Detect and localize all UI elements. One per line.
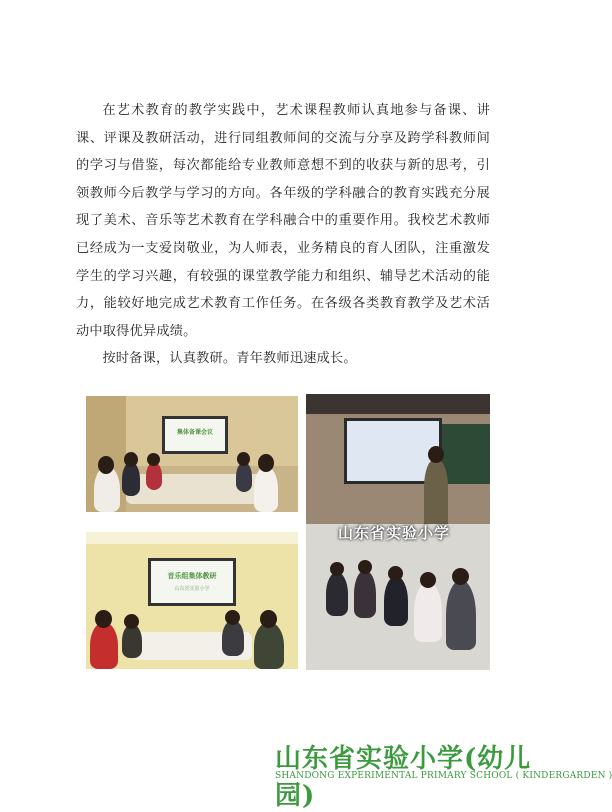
photo3-screen-title: 音乐组集体教研 (167, 571, 217, 580)
photo-meeting-room-2 (86, 532, 298, 669)
photo1-screen-title: 集体备课会议 (176, 429, 213, 436)
paragraph-main: 在艺术教育的教学实践中，艺术课程教师认真地参与备课、讲课、评课及教研活动，进行同组教师间的交流与分享及跨学科教师间的学习与借鉴，每次都能给专业教师意想不到的收获与新的思考，引领教师今后教学与学习的方向。各年级的学科融合的教育实践充分展现了美术、音乐等艺术教育在学科融合中的重要作用。我校艺术教师已经成为一支爱岗敬业，为人师表，业务精良的育人团队，注重激发学生的学习兴趣，有较强的课堂教学能力和组织、辅导艺术活动的能力，能较好地完成艺术教育工作任务。在各级各类教育教学及艺术活动中取得优异成绩。 (76, 103, 490, 339)
school-logo-english: SHANDONG EXPERIMENTAL PRIMARY SCHOOL ( KINDERGARDEN ) (275, 771, 612, 781)
paragraph-caption: 按时备课，认真教研。青年教师迅速成长。 (102, 351, 357, 367)
photo3-screen-sub: 山东省实验小学 (174, 586, 210, 592)
photo-meeting-room-1 (86, 396, 298, 512)
school-logo-chinese: 山东省实验小学(幼儿园) (275, 744, 532, 811)
photo2-watermark: 山东省实验小学 (338, 524, 451, 542)
body-text (76, 97, 490, 373)
